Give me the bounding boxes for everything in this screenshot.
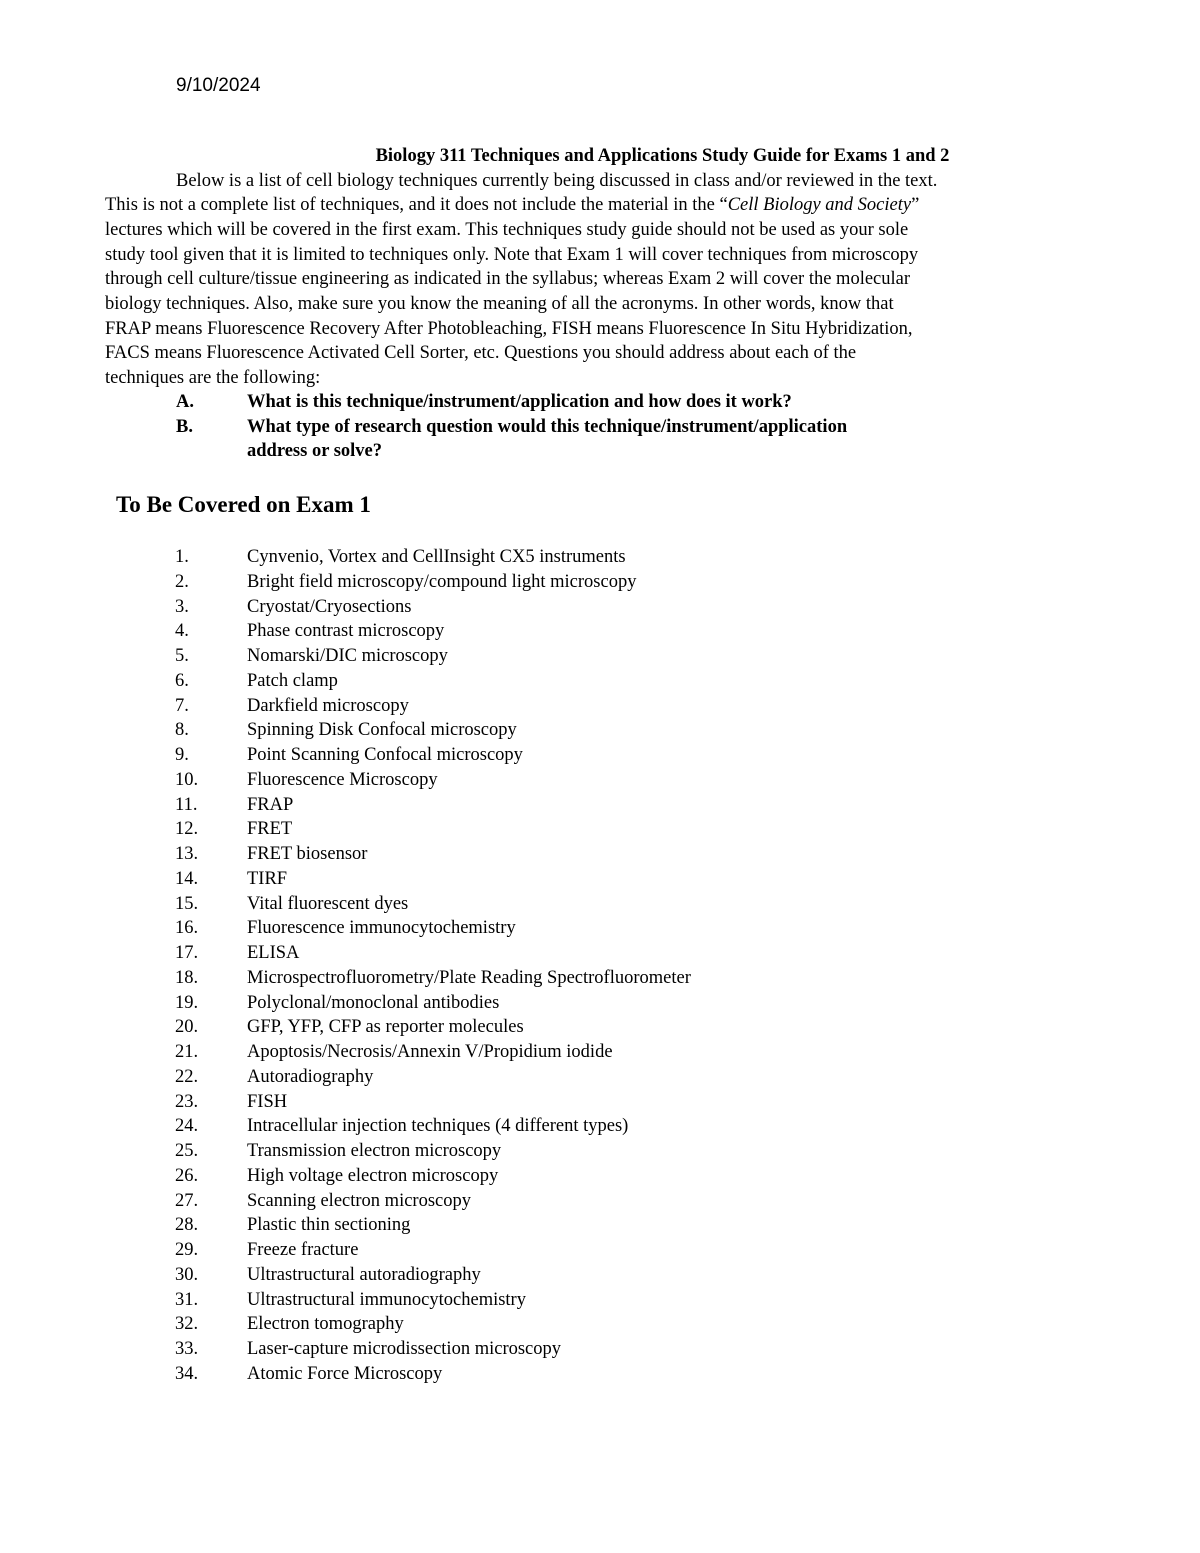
technique-number: 14.: [175, 868, 199, 889]
technique-name: High voltage electron microscopy: [247, 1165, 499, 1186]
intro-line: [105, 193, 1085, 218]
technique-name: FRAP: [247, 794, 294, 815]
technique-name: Spinning Disk Confocal microscopy: [247, 720, 517, 741]
technique-name: TIRF: [247, 868, 288, 889]
technique-name: Cryostat/Cryosections: [247, 596, 412, 617]
intro-line: FACS means Fluorescence Activated Cell Sorter, etc. Questions you should address about each of the: [105, 343, 857, 364]
intro-line: study tool given that it is limited to techniques only. Note that Exam 1 will cover techniques from microscopy: [105, 244, 919, 265]
technique-number: 2.: [175, 571, 189, 592]
technique-name: FRET: [247, 819, 293, 840]
technique-name: Bright field microscopy/compound light microscopy: [247, 571, 637, 592]
technique-name: Cynvenio, Vortex and CellInsight CX5 instruments: [247, 547, 626, 567]
intro-line: Below is a list of cell biology techniques currently being discussed in class and/or reviewed in the text.: [176, 170, 938, 191]
technique-number: 30.: [175, 1264, 199, 1285]
intro-line: lectures which will be covered in the first exam. This techniques study guide should not be used as your sole: [105, 219, 909, 240]
technique-name: Scanning electron microscopy: [247, 1190, 471, 1211]
technique-number: 23.: [175, 1091, 199, 1112]
technique-number: 6.: [175, 670, 189, 691]
technique-number: 15.: [175, 893, 199, 914]
technique-name: Polyclonal/monoclonal antibodies: [247, 992, 500, 1013]
technique-number: 19.: [175, 992, 199, 1013]
technique-name: Phase contrast microscopy: [247, 621, 445, 642]
technique-number: 21.: [175, 1042, 199, 1062]
intro-line-text: ”: [911, 195, 920, 216]
intro-line-text: This is not a complete list of techniques, and it does not include the material in the “: [105, 195, 728, 216]
technique-number: 3.: [175, 596, 189, 617]
technique-name: Ultrastructural immunocytochemistry: [247, 1289, 526, 1310]
intro-line: through cell culture/tissue engineering as indicated in the syllabus; whereas Exam 2 will cover the molecular: [105, 269, 911, 290]
technique-number: 26.: [175, 1165, 199, 1186]
technique-name: GFP, YFP, CFP as reporter molecules: [247, 1017, 524, 1038]
technique-number: 1.: [175, 547, 189, 567]
technique-number: 13.: [175, 844, 199, 864]
intro-line: biology techniques. Also, make sure you know the meaning of all the acronyms. In other words, know that: [105, 293, 894, 314]
section-heading: To Be Covered on Exam 1: [116, 492, 371, 517]
technique-number: 28.: [175, 1215, 199, 1236]
question-letter: B.: [176, 416, 193, 437]
technique-name: Freeze fracture: [247, 1240, 359, 1260]
technique-number: 10.: [175, 769, 199, 790]
technique-number: 34.: [175, 1363, 199, 1384]
technique-number: 18.: [175, 967, 199, 988]
technique-name: Atomic Force Microscopy: [247, 1363, 443, 1384]
technique-name: Ultrastructural autoradiography: [247, 1264, 481, 1285]
question-text: address or solve?: [247, 441, 382, 462]
technique-number: 16.: [175, 918, 199, 939]
technique-number: 32.: [175, 1314, 199, 1335]
technique-number: 29.: [175, 1240, 199, 1260]
technique-number: 7.: [175, 695, 189, 716]
technique-number: 31.: [175, 1289, 199, 1310]
technique-name: Patch clamp: [247, 670, 338, 691]
document-date: 9/10/2024: [176, 75, 261, 96]
technique-number: 25.: [175, 1141, 199, 1161]
intro-line: techniques are the following:: [105, 368, 321, 388]
question-text: What type of research question would this technique/instrument/application: [247, 416, 848, 437]
technique-number: 20.: [175, 1017, 199, 1038]
technique-number: 33.: [175, 1339, 199, 1359]
technique-name: Intracellular injection techniques (4 different types): [247, 1116, 629, 1137]
technique-name: Nomarski/DIC microscopy: [247, 646, 448, 666]
course-lecture-title: Cell Biology and Society: [727, 195, 912, 216]
technique-number: 11.: [175, 794, 198, 815]
technique-name: Vital fluorescent dyes: [247, 893, 409, 914]
technique-number: 17.: [175, 943, 199, 963]
question-letter: A.: [176, 392, 194, 412]
technique-name: Autoradiography: [247, 1066, 374, 1087]
technique-number: 4.: [175, 621, 189, 642]
technique-number: 8.: [175, 720, 189, 741]
technique-name: Transmission electron microscopy: [247, 1141, 502, 1161]
technique-name: Fluorescence immunocytochemistry: [247, 918, 516, 939]
intro-paragraph: [105, 169, 1085, 391]
question-text: What is this technique/instrument/application and how does it work?: [247, 392, 792, 412]
technique-name: Point Scanning Confocal microscopy: [247, 745, 523, 765]
technique-name: Laser-capture microdissection microscopy: [247, 1339, 562, 1359]
intro-line: FRAP means Fluorescence Recovery After Photobleaching, FISH means Fluorescence In Situ Hybridization,: [105, 318, 913, 339]
technique-number: 5.: [175, 646, 189, 666]
technique-name: Fluorescence Microscopy: [247, 769, 438, 790]
technique-number: 12.: [175, 819, 199, 840]
technique-number: 22.: [175, 1066, 199, 1087]
technique-name: FRET biosensor: [247, 844, 368, 864]
document-title: Biology 311 Techniques and Applications Study Guide for Exams 1 and 2: [375, 146, 950, 166]
technique-name: Apoptosis/Necrosis/Annexin V/Propidium iodide: [247, 1042, 613, 1062]
technique-name: Plastic thin sectioning: [247, 1215, 411, 1236]
technique-number: 24.: [175, 1116, 199, 1137]
technique-number: 27.: [175, 1190, 199, 1211]
technique-name: Electron tomography: [247, 1314, 404, 1335]
technique-name: Darkfield microscopy: [247, 695, 409, 716]
technique-name: ELISA: [247, 943, 300, 963]
technique-number: 9.: [175, 745, 189, 765]
technique-name: FISH: [247, 1091, 288, 1112]
technique-name: Microspectrofluorometry/Plate Reading Spectrofluorometer: [247, 967, 691, 988]
